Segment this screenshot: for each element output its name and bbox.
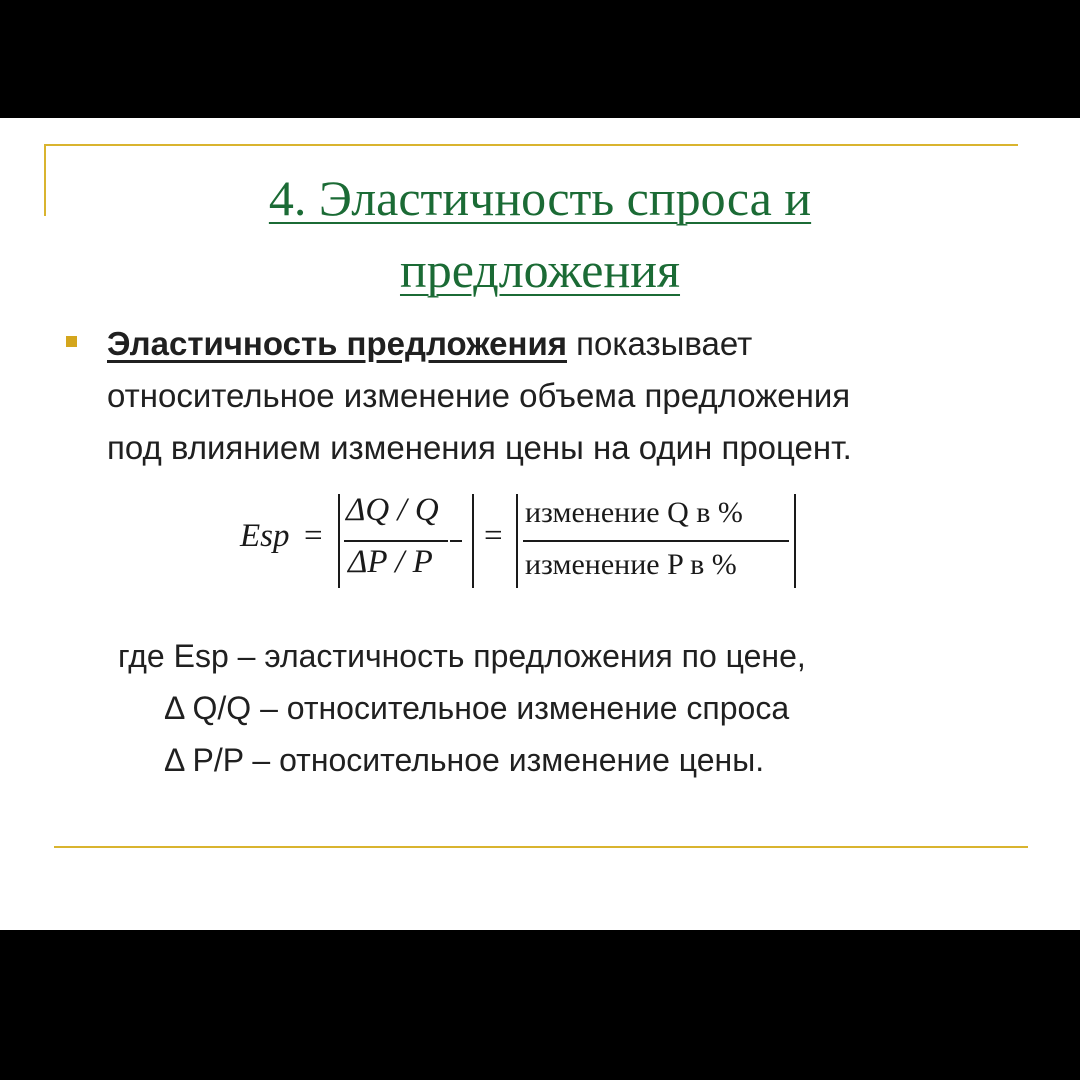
bullet-text <box>107 318 1027 474</box>
frame-top-line <box>44 144 1018 146</box>
abs-bar-right-2 <box>794 494 796 588</box>
abs-bar-right-1 <box>472 494 474 588</box>
fraction-2-bar <box>523 540 789 542</box>
fraction-1-numerator: ΔQ / Q <box>346 492 439 528</box>
note-line-1: где Esp – эластичность предложения по цене, <box>118 638 806 674</box>
title-line-1: 4. Эластичность спроса и <box>268 170 812 226</box>
fraction-2-numerator: изменение Q в % <box>525 496 743 529</box>
formula-lhs: Esp <box>240 518 290 554</box>
title-line-2: предложения <box>399 242 681 298</box>
bullet-line-2: относительное изменение объема предложения <box>107 377 851 414</box>
abs-bar-left-2 <box>516 494 518 588</box>
note-line-2: Δ Q/Q – относительное изменение спроса <box>164 690 790 726</box>
slide <box>0 118 1080 930</box>
fraction-1-bar-tail <box>450 540 462 542</box>
bullet-line-3: под влиянием изменения цены на один процент. <box>107 429 852 466</box>
frame-bottom-line <box>54 846 1028 848</box>
slide-title <box>60 162 1020 306</box>
frame-left-line <box>44 144 46 216</box>
formula-equals-2: = <box>484 518 503 554</box>
fraction-1-bar <box>344 540 448 542</box>
fraction-2-denominator: изменение P в % <box>525 548 737 581</box>
bullet-term: Эластичность предложения <box>107 325 567 362</box>
formula-equals-1: = <box>304 518 323 554</box>
fraction-1-denominator: ΔP / P <box>348 544 433 580</box>
abs-bar-left-1 <box>338 494 340 588</box>
square-bullet-icon <box>66 336 77 347</box>
note-line-3: Δ P/P – относительное изменение цены. <box>164 742 765 778</box>
bullet-line-1-rest: показывает <box>567 325 753 362</box>
